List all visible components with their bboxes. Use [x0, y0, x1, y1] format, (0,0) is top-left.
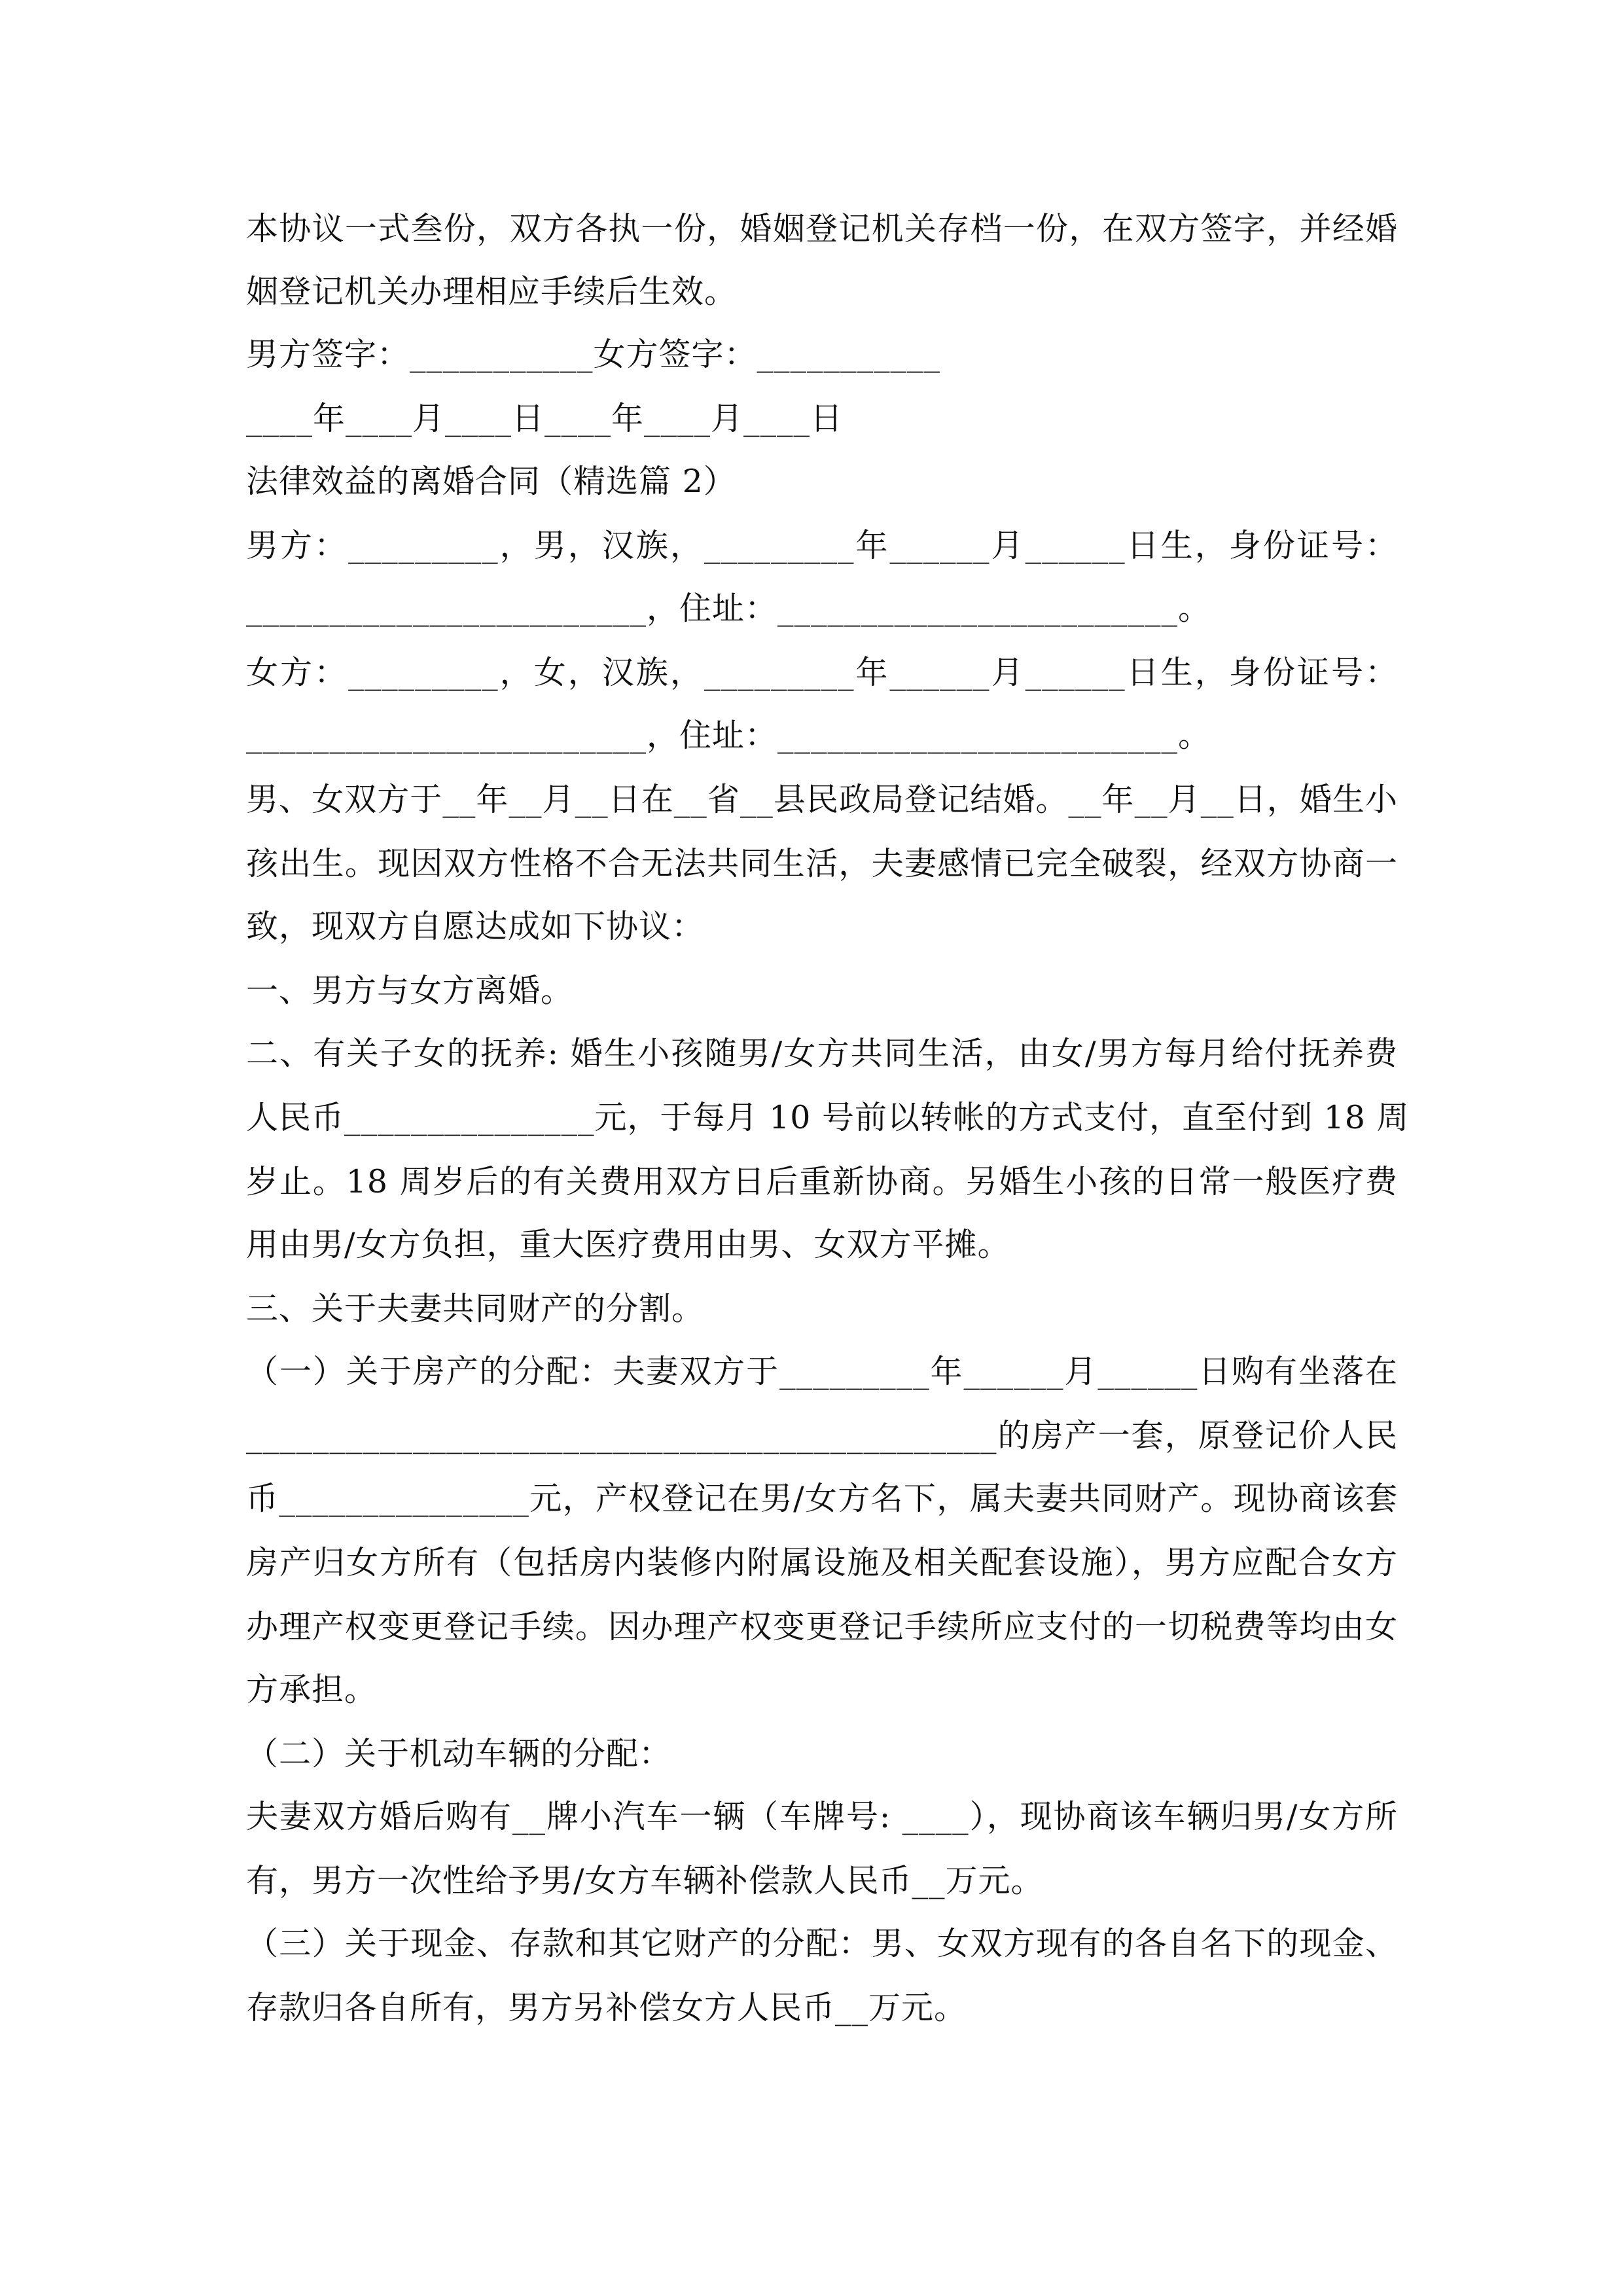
paragraph-line: 房产归女方所有（包括房内装修内附属设施及相关配套设施），男方应配合女方	[246, 1544, 1398, 1581]
paragraph-line: 用由男/女方负担，重大医疗费用由男、女双方平摊。	[246, 1226, 1010, 1263]
clause-heading: 三、关于夫妻共同财产的分割。	[246, 1290, 705, 1327]
paragraph-line: 币_______________元，产权登记在男/女方名下，属夫妻共同财产。现协商该套	[246, 1480, 1398, 1517]
signature-line: 男方签字：___________女方签字：___________	[246, 336, 941, 373]
paragraph-line: 女方：_________，女，汉族，_________年______月______日生，身份证号：	[246, 654, 1398, 691]
paragraph-line: （三）关于现金、存款和其它财产的分配：男、女双方现有的各自名下的现金、	[246, 1925, 1398, 1962]
paragraph-line: 人民币_______________元，于每月 10 号前以转帐的方式支付，直至付到 18 周	[246, 1099, 1410, 1136]
paragraph-line: ________________________，住址：________________________。	[246, 590, 1211, 627]
paragraph-line: 夫妻双方婚后购有__牌小汽车一辆（车牌号: ____），现协商该车辆归男/女方所	[246, 1798, 1398, 1835]
section-title: 法律效益的离婚合同（精选篇 2）	[246, 463, 736, 500]
paragraph-line: 本协议一式叁份，双方各执一份，婚姻登记机关存档一份，在双方签字，并经婚	[246, 210, 1398, 247]
paragraph-line: 致，现双方自愿达成如下协议：	[246, 908, 705, 945]
date-line: ____年____月____日____年____月____日	[246, 400, 844, 437]
paragraph-line: （一）关于房产的分配：夫妻双方于_________年______月______日购有坐落在	[246, 1353, 1398, 1390]
paragraph-line: 姻登记机关办理相应手续后生效。	[246, 273, 738, 310]
paragraph-line: ________________________，住址：________________________。	[246, 717, 1211, 754]
paragraph-line: 男、女双方于__年__月__日在__省__县民政局登记结婚。__年__月__日，婚生小	[246, 781, 1398, 818]
paragraph-line: 方承担。	[246, 1671, 378, 1708]
clause-heading: 一、男方与女方离婚。	[246, 972, 574, 1009]
paragraph-line: 存款归各自所有，男方另补偿女方人民币__万元。	[246, 1989, 967, 2026]
paragraph-line: 孩出生。现因双方性格不合无法共同生活，夫妻感情已完全破裂，经双方协商一	[246, 845, 1398, 882]
paragraph-line: 岁止。18 周岁后的有关费用双方日后重新协商。另婚生小孩的日常一般医疗费	[246, 1163, 1398, 1200]
paragraph-line: _____________________________________________的房产一套，原登记价人民	[246, 1417, 1398, 1454]
paragraph-line: 有，男方一次性给予男/女方车辆补偿款人民币__万元。	[246, 1862, 1044, 1899]
clause-heading: （二）关于机动车辆的分配：	[246, 1735, 672, 1772]
paragraph-line: 办理产权变更登记手续。因办理产权变更登记手续所应支付的一切税费等均由女	[246, 1608, 1398, 1645]
paragraph-line: 男方：_________，男，汉族，_________年______月______日生，身份证号：	[246, 527, 1398, 564]
paragraph-line: 二、有关子女的抚养: 婚生小孩随男/女方共同生活，由女/男方每月给付抚养费	[246, 1035, 1398, 1072]
